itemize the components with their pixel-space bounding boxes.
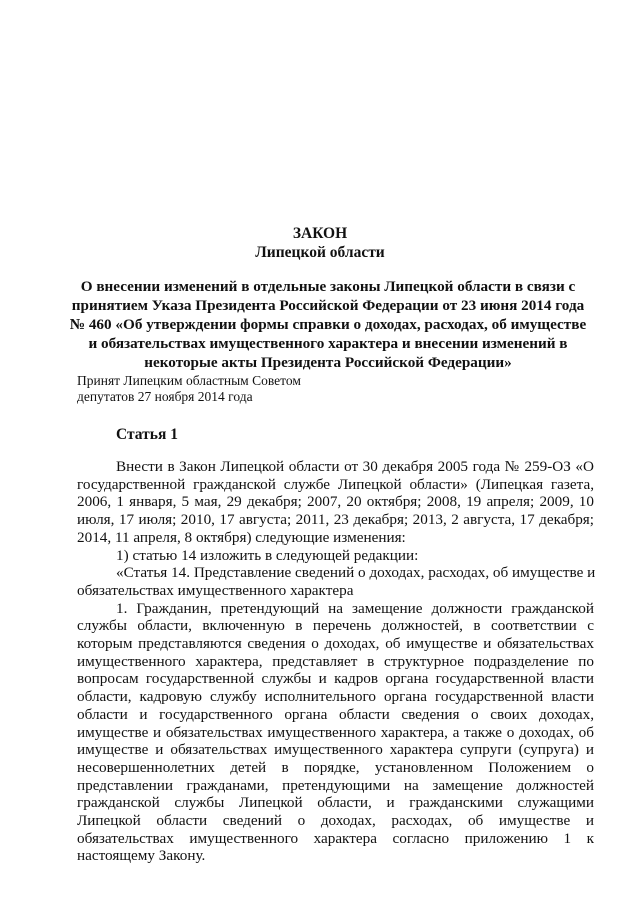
heading-line: О внесении изменений в отдельные законы Липецкой области в связи с: [80, 278, 576, 295]
body-line: области и государственного органа области сведения о своих доходах,: [77, 705, 594, 723]
adoption-line: депутатов 27 ноября 2014 года: [77, 389, 253, 404]
heading-line: некоторые акты Президента Российской Федерации»: [144, 354, 512, 371]
heading-line: принятием Указа Президента Российской Федерации от 23 июня 2014 года: [71, 297, 585, 314]
body-line: вопросам государственной службы и кадров органа государственной власти: [77, 670, 594, 688]
body-line: имуществе и обязательствах имущественного характера, а также о доходах, об: [77, 723, 594, 741]
law-region: Липецкой области: [255, 244, 385, 261]
body-line: имущественного характера, представляет в структурное подразделение по: [77, 652, 594, 670]
heading-line: и обязательствах имущественного характера и внесении изменений в: [88, 335, 568, 352]
body-line: 2006, 1 января, 5 мая, 29 декабря; 2007, 20 октября; 2008, 19 апреля; 2009, 10: [77, 493, 594, 511]
body-line: июля, 17 июля; 2010, 17 августа; 2011, 23 декабря; 2013, 2 августа, 17 декабря;: [77, 511, 594, 529]
body-line: представлении гражданами, претендующими на замещение должностей: [77, 776, 594, 794]
adoption-line: Принят Липецким областным Советом: [77, 373, 301, 388]
body-line: Внести в Закон Липецкой области от 30 декабря 2005 года № 259-ОЗ «О: [116, 458, 594, 475]
body-line: обязательствах имущественного характера: [77, 581, 354, 599]
body-line: настоящему Закону.: [77, 847, 206, 865]
body-line: 2014, 11 апреля, 8 октября) следующие изменения:: [77, 528, 406, 546]
body-line: государственной гражданской службе Липецкой области» (Липецкая газета,: [77, 475, 594, 493]
article-title: Статья 1: [116, 426, 178, 443]
heading-line: № 460 «Об утверждении формы справки о доходах, расходах, об имуществе: [69, 316, 587, 333]
body-line: области, кадровую службу исполнительного органа государственной власти: [77, 688, 594, 706]
body-line: которым представляются сведения о доходах, об имуществе и обязательствах: [77, 635, 594, 653]
body-line: несовершеннолетних детей в порядке, установленном Положением о: [77, 758, 594, 776]
body-line: обязательствах имущественного характера согласно приложению 1 к: [77, 829, 594, 847]
adoption-note: [77, 373, 301, 405]
body-line: 1. Гражданин, претендующий на замещение должности гражданской: [116, 599, 594, 617]
article-body: [77, 458, 594, 865]
body-line: гражданской службы Липецкой области, и гражданскими служащими: [77, 794, 594, 812]
body-line: имуществе и обязательствах имущественного характера супруги (супруга) и: [77, 741, 594, 759]
body-line: 1) статью 14 изложить в следующей редакции:: [116, 546, 419, 564]
body-line: «Статья 14. Представление сведений о доходах, расходах, об имуществе и: [116, 564, 596, 582]
law-title: ЗАКОН: [292, 225, 348, 242]
body-line: Липецкой области сведений о доходах, расходах, об имуществе и: [77, 812, 594, 830]
law-heading: [64, 277, 592, 372]
body-line: службы области, включенную в перечень должностей, в соответствии с: [77, 617, 594, 635]
